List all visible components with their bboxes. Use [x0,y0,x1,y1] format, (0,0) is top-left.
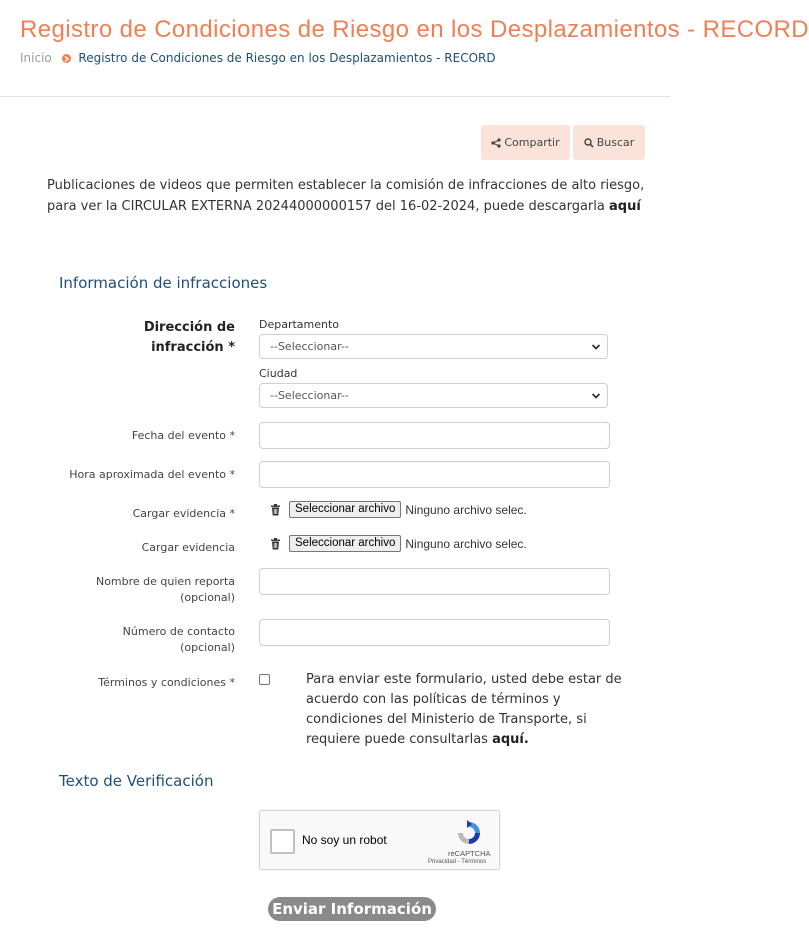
submit-button[interactable]: Enviar Información [268,897,436,921]
terminos-label: Términos y condiciones * [98,676,235,689]
hora-input[interactable] [259,461,610,488]
nombre-input[interactable] [259,568,610,595]
breadcrumb-current: Registro de Condiciones de Riesgo en los Desplazamientos - RECORD [78,51,496,65]
terminos-checkbox[interactable] [259,674,270,685]
intro-paragraph [47,175,667,217]
ciudad-select[interactable] [259,383,608,408]
share-button[interactable] [481,125,570,160]
contacto-label [40,624,235,656]
evidencia1-file-input [270,501,527,518]
section-title-verificacion: Texto de Verificación [59,772,214,790]
breadcrumb [20,51,496,65]
chevron-down-icon [591,342,601,352]
evidencia2-file-input [270,535,527,552]
ciudad-label: Ciudad [259,367,298,380]
page-title: Registro de Condiciones de Riesgo en los Desplazamientos - RECORD [20,16,809,43]
evidencia2-label: Cargar evidencia [141,541,235,554]
departamento-select[interactable] [259,334,608,359]
terminos-link[interactable]: aquí. [492,732,529,747]
recaptcha-widget [259,810,500,870]
evidencia2-file-status: Ninguno archivo selec. [405,536,527,551]
departamento-value: --Seleccionar-- [270,340,349,353]
evidencia1-file-status: Ninguno archivo selec. [405,502,527,517]
direccion-label [100,318,235,358]
recaptcha-links[interactable]: Privacidad - Términos [428,859,487,865]
nombre-label [40,574,235,606]
recaptcha-label: No soy un robot [302,833,387,847]
evidencia1-select-file-button[interactable]: Seleccionar archivo [289,501,401,518]
nombre-label-line1: Nombre de quien reporta [95,575,235,588]
header-divider [0,96,670,97]
recaptcha-checkbox[interactable] [270,829,295,854]
direccion-label-line2: infracción * [151,340,235,355]
search-button[interactable] [573,125,645,160]
search-label: Buscar [596,136,635,149]
trash-icon[interactable] [270,538,281,550]
contacto-label-line2: (opcional) [180,641,235,654]
fecha-label: Fecha del evento * [131,429,235,442]
contacto-input[interactable] [259,619,610,646]
evidencia2-select-file-button[interactable]: Seleccionar archivo [289,535,401,552]
terminos-text-block [306,670,626,750]
direccion-label-line1: Dirección de [143,320,235,335]
trash-icon[interactable] [270,504,281,516]
contacto-label-line1: Número de contacto [122,625,235,638]
recaptcha-logo-icon [455,819,483,847]
chevron-right-icon [62,54,71,63]
share-label: Compartir [504,136,560,149]
terminos-text: Para enviar este formulario, usted debe estar de acuerdo con las políticas de términos y condiciones del Ministerio de Transporte, si requiere puede consultarlas [306,672,622,747]
search-icon [584,138,594,148]
evidencia1-label: Cargar evidencia * [132,507,235,520]
share-icon [491,138,501,148]
hora-label: Hora aproximada del evento * [69,468,235,481]
intro-text: Publicaciones de videos que permiten establecer la comisión de infracciones de alto riesgo, para ver la CIRCULAR EXTERNA 20244000000157 del 16-02-2024, puede descargarla [47,178,645,214]
breadcrumb-home-link[interactable]: Inicio [20,51,52,65]
recaptcha-brand: reCAPTCHA [448,849,491,858]
download-link[interactable]: aquí [609,199,641,214]
chevron-down-icon [591,391,601,401]
fecha-input[interactable] [259,422,610,449]
section-title-infracciones: Información de infracciones [59,274,268,292]
ciudad-value: --Seleccionar-- [270,389,349,402]
departamento-label: Departamento [259,318,340,331]
nombre-label-line2: (opcional) [180,591,235,604]
